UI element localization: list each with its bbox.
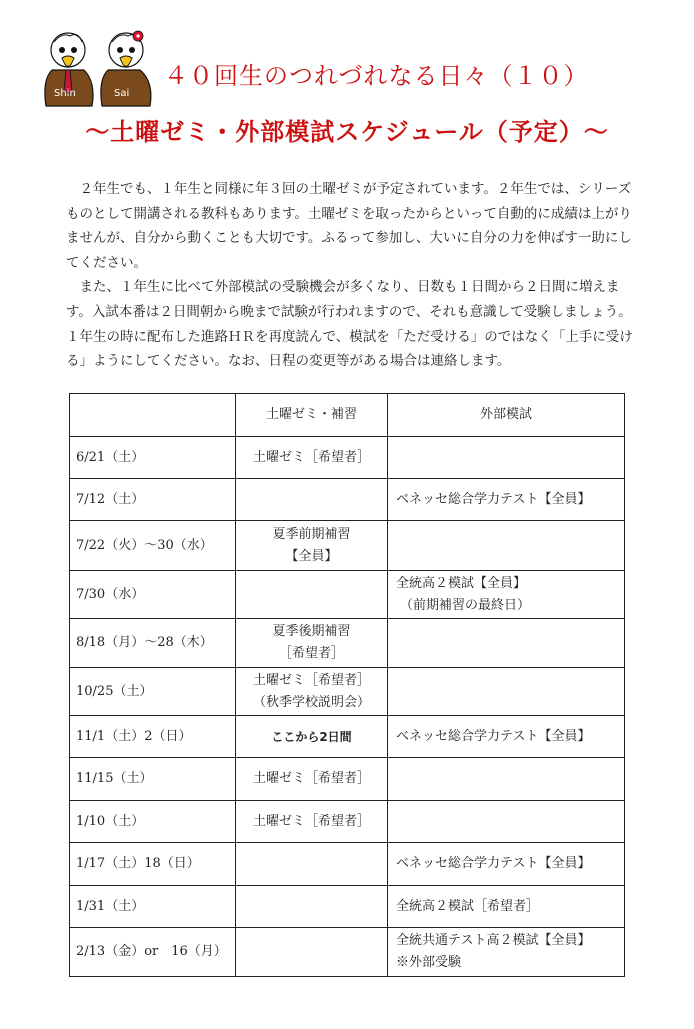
- eagle-mascots-illustration: [40, 30, 160, 110]
- date-cell: 8/18（月）～28（木）: [70, 619, 236, 668]
- zemi-cell: [236, 886, 388, 928]
- zemi-cell: [236, 521, 388, 571]
- table-header-row: [70, 394, 625, 437]
- zemi-cell: [236, 668, 388, 716]
- schedule-table: [69, 393, 625, 977]
- table-row: [70, 437, 625, 479]
- page-title: ４０回生のつれづれなる日々（１０）: [164, 62, 589, 90]
- table-row: [70, 801, 625, 843]
- table-row: [70, 479, 625, 521]
- moshi-cell: [388, 437, 625, 479]
- zemi-line-2: 【全員】: [285, 548, 338, 564]
- date-cell: 11/1（土）2（日）: [70, 716, 236, 758]
- moshi-cell: [388, 521, 625, 571]
- zemi-cell: [236, 619, 388, 668]
- moshi-cell: [388, 668, 625, 716]
- moshi-cell: ベネッセ総合学力テスト【全員】: [388, 479, 625, 521]
- page-subtitle: ～土曜ゼミ・外部模試スケジュール（予定）～: [85, 118, 609, 146]
- moshi-cell: [388, 571, 625, 619]
- header-cell-zemi: 土曜ゼミ・補習: [236, 394, 388, 437]
- mascot-label-shin: Shin: [54, 88, 76, 99]
- moshi-cell: ベネッセ総合学力テスト【全員】: [388, 843, 625, 886]
- table-row: [70, 758, 625, 801]
- zemi-cell: [236, 928, 388, 977]
- intro-text: [66, 177, 640, 374]
- eagle-mascot-right: [101, 31, 151, 106]
- table-row: [70, 843, 625, 886]
- intro-paragraph: また、１年生に比べて外部模試の受験機会が多くなり、日数も１日間から２日間に増えます。入試本番は２日間朝から晩まで試験が行われますので、それも意識して受験しましょう。１年生の時に配布した進路ＨＲを再度読んで、模試を「ただ受ける」のではなく「上手に受ける」ようにしてください。なお、日程の変更等がある場合は連絡します。: [66, 279, 633, 370]
- zemi-cell: 土曜ゼミ［希望者］: [236, 758, 388, 801]
- table-row: [70, 619, 625, 668]
- date-cell: 1/17（土）18（日）: [70, 843, 236, 886]
- moshi-cell: 全統高２模試［希望者］: [388, 886, 625, 928]
- zemi-line-2: ［希望者］: [278, 646, 344, 661]
- date-cell: 6/21（土）: [70, 437, 236, 479]
- header-cell-moshi: 外部模試: [388, 394, 625, 437]
- zemi-line: 夏季前期補習: [272, 526, 351, 542]
- date-cell: 1/10（土）: [70, 801, 236, 843]
- date-cell: 7/22（火）～30（水）: [70, 521, 236, 571]
- zemi-cell: 土曜ゼミ［希望者］: [236, 801, 388, 843]
- table-row: [70, 928, 625, 977]
- table-row: [70, 521, 625, 571]
- table-row: [70, 668, 625, 716]
- moshi-cell: [388, 801, 625, 843]
- moshi-note: （前期補習の最終日）: [400, 597, 531, 613]
- eagle-mascot-left: [45, 33, 93, 106]
- moshi-line: 全統高２模試【全員】: [396, 575, 527, 591]
- table-row: [70, 571, 625, 619]
- zemi-line: 夏季後期補習: [272, 624, 351, 639]
- date-cell: 7/12（土）: [70, 479, 236, 521]
- moshi-line: 全統共通テスト高２模試【全員】: [396, 933, 591, 948]
- zemi-cell: 土曜ゼミ［希望者］: [236, 437, 388, 479]
- date-cell: 10/25（土）: [70, 668, 236, 716]
- zemi-cell: [236, 571, 388, 619]
- intro-paragraph: ２年生でも、１年生と同様に年３回の土曜ゼミが予定されています。２年生では、シリーズものとして開講される教科もあります。土曜ゼミを取ったからといって自動的に成績は上がりませんが、自分から動くことも大切です。ふるって参加し、大いに自分の力を伸ばす一助にしてください。: [66, 181, 632, 271]
- moshi-cell: [388, 758, 625, 801]
- zemi-line: 土曜ゼミ［希望者］: [252, 672, 370, 688]
- zemi-cell: [236, 479, 388, 521]
- table-row: [70, 886, 625, 928]
- moshi-cell: [388, 928, 625, 977]
- zemi-line-2: （秋季学校説明会）: [252, 694, 370, 710]
- mascot-label-sai: Sai: [114, 88, 130, 99]
- date-cell: 7/30（水）: [70, 571, 236, 619]
- table-row: [70, 716, 625, 758]
- zemi-cell: [236, 843, 388, 886]
- header-cell-date: [70, 394, 236, 437]
- moshi-cell: [388, 619, 625, 668]
- date-cell: 1/31（土）: [70, 886, 236, 928]
- moshi-note: ※外部受験: [396, 955, 462, 970]
- date-cell: 2/13（金）or 16（月）: [70, 928, 236, 977]
- zemi-cell: ここから2日間: [236, 716, 388, 758]
- date-cell: 11/15（土）: [70, 758, 236, 801]
- moshi-cell: ベネッセ総合学力テスト【全員】: [388, 716, 625, 758]
